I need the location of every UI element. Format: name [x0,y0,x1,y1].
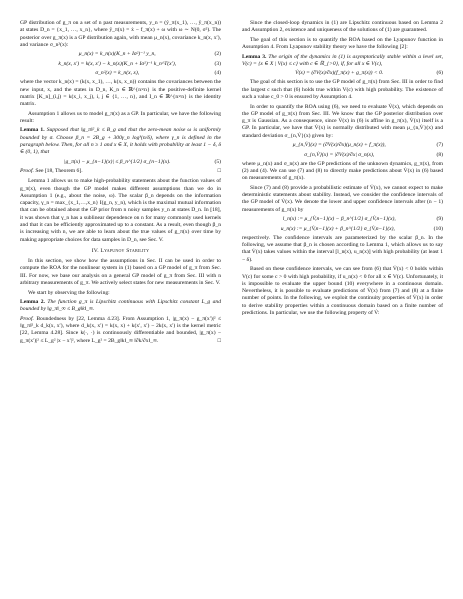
equation-number: (9) [436,216,443,223]
paragraph: where μ_n(x) and σ_n(x) are the GP predictions of the unknown dynamics, g_π(x), from (2) and (4). We can use (7) and (8) to directly make predictions about V̇(x) in (6) based on measurements of g_π(x). [242,160,443,182]
qed-symbol: □ [217,337,221,344]
equation-expression: V̇(x) = (∂V(x)/∂x)(f_π(x) + g_π(x)) < 0. [295,70,384,77]
lemma-3 [242,54,443,69]
lemma-heading: Lemma 3. [242,53,267,60]
equation-5 [20,159,221,166]
equation-number: (2) [214,51,221,58]
equation-expression: k_n(x, x′) = k(x, x′) − k_n(x)(K_n + Iσ²)⁻¹ k_n^T(x′), [58,60,177,67]
lemma-statement: Supposed that ‖g_π‖²_k ≤ B_g and that the zero-mean noise ω is uniformly bounded by σ. Choose β_n = 2B_g + 300γ_n log³(n/δ), where γ_n is defined in the paragraph below. Then, for all n ≥ 1 and x ∈ X, it holds with probability at least 1 − δ, δ ∈ (0, 1), that [20,127,221,156]
paragraph: In order to quantify the ROA using (6), we need to evaluate V̇(x), which depends on the GP model of g_π(x) from Sec. III. We know that the GP posterior distribution over g_π is Gaussian. As a consequence, since V̇(x) in (6) is affine in g_π(x), V̇(x) itself is a GP. In particular, we have that V̇(x) is normally distributed with mean μ_{n,V̇}(x) and standard deviation σ_{n,V̇}(x) given by: [242,103,443,139]
equation-expression: σ_{n,V̇}(x) = |∂V(x)/∂x| σ_n(x), [304,151,375,158]
equation-expression: μ_n(x) = k_n(x)(K_n + Iσ²)⁻¹ y_n, [78,51,156,58]
equation-6 [242,70,443,77]
paragraph: The goal of this section is to use the GP model of g_π(x) from Sec. III in order to find the largest c such that (6) holds true within V(c) with high probability. The existence of such a value c_0 > 0 is ensured by Assumption 4. [242,79,443,101]
paragraph: where the vector k_n(x) = (k(x, x_1), …, k(x, x_n)) contains the covariances between the new input, x, and the states in D_n, K_n ∈ ℝ^{n×n} is the positive-definite kernel matrix [K_n]_(i,j) = k(x_i, x_j), i, j ∈ {1, …, n}, and I_n ∈ ℝ^{n×n} is the identity matrix. [20,79,221,108]
equation-number: (4) [214,69,221,76]
equation-3 [20,61,221,68]
proof-text: See [18, Theorem 6]. [35,167,83,174]
equation-8 [242,152,443,159]
equation-number: (3) [214,60,221,67]
paragraph: respectively. The confidence intervals are parameterized by the scalar β_n. In the following, we assume that β_n is chosen according to Lemma 1, which allows us to say that V̇(x) takes values within the interval [l_n(x), u_n(x)] with high probability (at least 1 − δ). [242,234,443,263]
paragraph: Based on these confidence intervals, we can see from (6) that V̇(x) < 0 holds within V(c) for some c > 0 with high probability, if u_n(x) < 0 for all x ∈ V(c). Unfortunately, it is impossible to evaluate the upper bound (10) everywhere in a continuous domain. Nevertheless, it is possible to evaluate predictions of V̇(x) from (7) and (8) at a finite number of points. In the following, we exploit the continuity properties of V̇(x) in order to derive stability properties within a continuous domain based on a finite number of predictions. In particular, we use the following property of V̇: [242,266,443,316]
proof-label: Proof. [20,315,34,322]
equation-expression: l_n(x) := μ_{V̇,n−1}(x) − β_n^{1/2} σ_{V̇,n−1}(x), [282,216,396,223]
lemma-1 [20,127,221,156]
section-heading: IV. Lyapunov Stability [91,247,150,254]
paragraph: Lemma 1 allows us to make high-probability statements about the function values of g_π(x), even though the GP model makes different assumptions than we do in Assumption 1 (e.g., about the noise, ω). The scalar β_n depends on the information capacity, γ_n = max_{x_1,…,x_n} I(g_n, y_n), which is the maximal mutual information that can be obtained about the GP prior from n noisy samples y_n at states D_n. In [18], it was shown that γ_n has a sublinear dependence on n for many commonly used kernels and that it can be efficiently approximated up to a constant. As a result, even though β_n is increasing with n, we are able to learn about the true values of g_π(x) over time by making appropriate choices for data samples in D_n, see Sec. V. [20,178,221,243]
lemma-heading: Lemma 2. [20,299,45,306]
equation-expression: μ_{n,V̇}(x) = (∂V(x)/∂x)(μ_n(x) + f_π(x)), [292,142,386,149]
proof-2 [20,316,221,345]
proof-1 [20,168,221,175]
paragraph: GP distribution of g_π on a set of n past measurements, y_n = (ŷ_π(x_1), …, ŷ_π(x_n)) at states D_n = {x_1, …, x_n}, where ŷ_π(x) = ẋ − f_π(x) + ω with ω ∼ N(0, σ²). The posterior over g_π(x) is a GP distribution again, with mean μ_n(x), covariance k_n(x, x′), and variance σ_n²(x): [20,20,221,48]
equation-7 [242,142,443,149]
equation-number: (5) [214,158,221,165]
paragraph: We start by observing the following: [28,289,110,296]
equation-expression: u_n(x) := μ_{V̇,n−1}(x) + β_n^{1/2} σ_{V̇,n−1}(x), [280,225,395,232]
paragraph: The goal of this section is to quantify the ROA based on the Lyapunov function in Assumption 4. From Lyapunov stability theory we have the following [2]: [242,36,443,51]
qed-symbol: □ [217,167,221,174]
lemma-statement: The function g_π is Lipschitz continuous with Lipschitz constant L_g and bounded by ‖g_π‖_∞ ≤ B_g‖k‖_∞. [20,299,221,313]
paragraph: Since the closed-loop dynamics in (1) are Lipschitz continuous based on Lemma 2 and Assumption 2, existence and uniqueness of the solutions of (1) are guaranteed. [242,20,443,34]
lemma-heading: Lemma 1. [20,127,45,134]
equation-10 [242,226,443,233]
equation-4 [20,70,221,77]
equation-9 [242,216,443,223]
right-column [242,20,443,319]
equation-number: (7) [436,142,443,149]
left-column [20,20,221,348]
equation-number: (10) [433,225,443,232]
proof-label: Proof. [20,167,34,174]
lemma-statement: The origin of the dynamics in (1) is asymptotically stable within a level set, V(c) = {x ∈ X | V(x) ≤ c} with c ∈ ℝ_{>0}, if, for all x ∈ V(c), [242,53,443,67]
equation-number: (8) [436,151,443,158]
equation-number: (6) [436,70,443,77]
paragraph: In this section, we show how the assumptions in Sec. II can be used in order to compute the ROA for the nonlinear system in (1) based on a GP model of g_π from Sec. III. For now, we base our analysis on a general GP model of g_π from Sec. III with n arbitrary measurements of g_π. We actively select states for new measurements in Sec. V. [20,258,221,287]
equation-expression: σ_n²(x) = k_n(x, x), [95,69,140,76]
equation-expression: |g_π(x) − μ_{n−1}(x)| ≤ β_n^{1/2} σ_{n−1}(x). [63,158,171,165]
equation-2 [20,51,221,58]
lemma-2 [20,299,221,314]
paragraph: Assumption 1 allows us to model g_π(x) as a GP. In particular, we have the following result: [20,110,221,124]
paragraph: Since (7) and (8) provide a probabilistic estimate of V̇(x), we cannot expect to make deterministic statements about stability. Instead, we consider the confidence intervals of the GP model of V̇(x). We denote the lower and upper confidence intervals after (n − 1) measurements of g_π(x) by [242,184,443,213]
proof-text: Boundedness by [22, Lemma 4.23]. From Assumption 1, |g_π(x) − g_π(x′)|² ≤ ‖g_π‖²_k d_k(x, x′), where d_k(x, x′) = k(x, x) + k(x′, x′) − 2k(x, x′) is the kernel metric [22, Lemma 4.28]. Since k(·, ·) is continuously differentiable and bounded, |g_π(x) − g_π(x′)|² ≤ L_g² |x − x′|², where L_g² = 2B_g‖k‖_∞ ‖∂k/∂x‖_∞. [20,315,222,344]
